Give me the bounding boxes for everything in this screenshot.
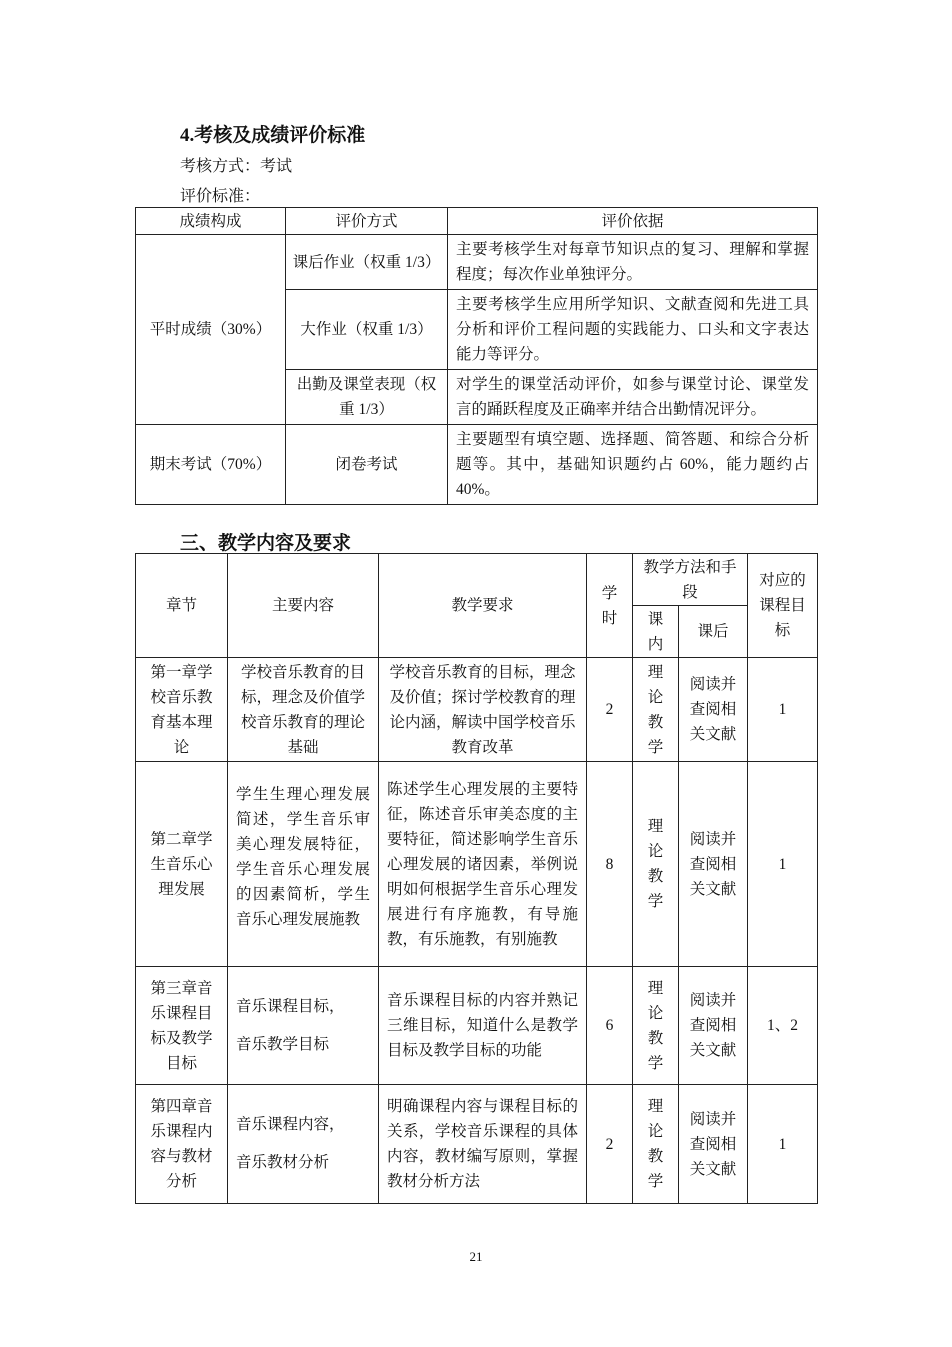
main-content-cell: 学生生理心理发展简述，学生音乐审美心理发展特征，学生音乐心理发展的因素简析，学生音乐心理发展施教	[228, 762, 379, 967]
chapter-cell: 第二章学生音乐心理发展	[136, 762, 228, 967]
in-class-method: 理论教学	[647, 818, 664, 910]
header-teaching-requirement: 教学要求	[379, 554, 587, 658]
basis-cell: 对学生的课堂活动评价，如参与课堂讨论、课堂发言的踊跃程度及正确率并结合出勤情况评分。	[448, 370, 818, 425]
main-content-line: 音乐课程内容，	[236, 1116, 345, 1133]
chapter-cell: 第三章音乐课程目标及教学目标	[136, 967, 228, 1085]
header-chapter: 章节	[136, 554, 228, 658]
requirement-cell: 学校音乐教育的目标，理念及价值；探讨学校教育的理论内涵，解读中国学校音乐教育改革	[379, 658, 587, 762]
header-main-content: 主要内容	[228, 554, 379, 658]
table-row	[136, 425, 818, 505]
hours-cell: 6	[587, 967, 633, 1085]
in-class-cell	[633, 967, 679, 1085]
final-exam-cell: 期末考试（70%）	[136, 425, 286, 505]
table-row	[136, 235, 818, 290]
main-content-line: 音乐教学目标	[236, 1035, 330, 1053]
header-evaluation-method: 评价方式	[286, 208, 448, 235]
in-class-method: 理论教学	[647, 1098, 664, 1190]
requirement-cell: 陈述学生心理发展的主要特征，陈述音乐审美态度的主要特征，简述影响学生音乐心理发展的诸因素，举例说明如何根据学生音乐心理发展进行有序施教，有导施教，有乐施教，有别施教	[379, 762, 587, 967]
header-course-objective: 对应的课程目标	[748, 554, 818, 658]
in-class-cell	[633, 658, 679, 762]
in-class-cell	[633, 1085, 679, 1204]
basis-cell: 主要题型有填空题、选择题、简答题、和综合分析题等。其中，基础知识题约占 60%，能力题约占 40%。	[448, 425, 818, 505]
assessment-method-line: 考核方式：考试	[180, 158, 293, 175]
table-row	[136, 762, 818, 967]
method-cell: 闭卷考试	[286, 425, 448, 505]
teaching-content-table	[135, 553, 818, 1204]
method-cell: 大作业（权重 1/3）	[286, 290, 448, 370]
in-class-method: 理论教学	[647, 979, 664, 1072]
objective-cell: 1	[748, 1085, 818, 1204]
main-content-cell	[228, 1085, 379, 1204]
in-class-method: 理论教学	[647, 663, 664, 756]
requirement-cell: 明确课程内容与课程目标的关系，学校音乐课程的具体内容，教材编写原则，掌握教材分析方法	[379, 1085, 587, 1204]
header-in-class: 课内	[647, 610, 664, 653]
hours-cell: 2	[587, 658, 633, 762]
main-content-cell	[228, 967, 379, 1085]
table-row	[136, 658, 818, 762]
after-class-cell: 阅读并查阅相关文献	[679, 762, 748, 967]
method-cell: 课后作业（权重 1/3）	[286, 235, 448, 290]
after-class-cell: 阅读并查阅相关文献	[679, 1085, 748, 1204]
after-class-cell: 阅读并查阅相关文献	[679, 967, 748, 1085]
in-class-cell	[633, 762, 679, 967]
objective-cell: 1、2	[748, 967, 818, 1085]
assessment-table	[135, 207, 818, 505]
main-content-cell: 学校音乐教育的目标，理念及价值学校音乐教育的理论基础	[228, 658, 379, 762]
evaluation-standard-label: 评价标准：	[180, 188, 261, 205]
basis-cell: 主要考核学生应用所学知识、文献查阅和先进工具分析和评价工程问题的实践能力、口头和文字表达能力等评分。	[448, 290, 818, 370]
main-content-line: 音乐教材分析	[236, 1154, 330, 1171]
after-class-cell: 阅读并查阅相关文献	[679, 658, 748, 762]
chapter-cell: 第一章学校音乐教育基本理论	[136, 658, 228, 762]
header-grade-component: 成绩构成	[136, 208, 286, 235]
chapter-cell: 第四章音乐课程内容与教材分析	[136, 1085, 228, 1204]
header-evaluation-basis: 评价依据	[448, 208, 818, 235]
table-row	[136, 967, 818, 1085]
basis-cell: 主要考核学生对每章节知识点的复习、理解和掌握程度；每次作业单独评分。	[448, 235, 818, 290]
regular-grade-cell: 平时成绩（30%）	[136, 235, 286, 425]
header-hours: 学时	[601, 584, 618, 627]
hours-cell: 8	[587, 762, 633, 967]
objective-cell: 1	[748, 658, 818, 762]
header-hours-cell	[587, 554, 633, 658]
assessment-heading: 4.考核及成绩评价标准	[180, 125, 366, 146]
header-after-class: 课后	[679, 606, 748, 658]
page-number: 21	[469, 1249, 483, 1264]
header-teaching-methods: 教学方法和手段	[633, 554, 748, 606]
main-content-line: 音乐课程目标，	[236, 997, 345, 1015]
method-cell: 出勤及课堂表现（权重 1/3）	[286, 370, 448, 425]
requirement-cell: 音乐课程目标的内容并熟记三维目标，知道什么是教学目标及教学目标的功能	[379, 967, 587, 1085]
section-heading: 三、教学内容及要求	[180, 533, 352, 554]
table-row	[136, 1085, 818, 1204]
assessment-header-row	[136, 208, 818, 235]
objective-cell: 1	[748, 762, 818, 967]
hours-cell: 2	[587, 1085, 633, 1204]
header-in-class-cell	[633, 606, 679, 658]
content-header-row	[136, 554, 818, 606]
